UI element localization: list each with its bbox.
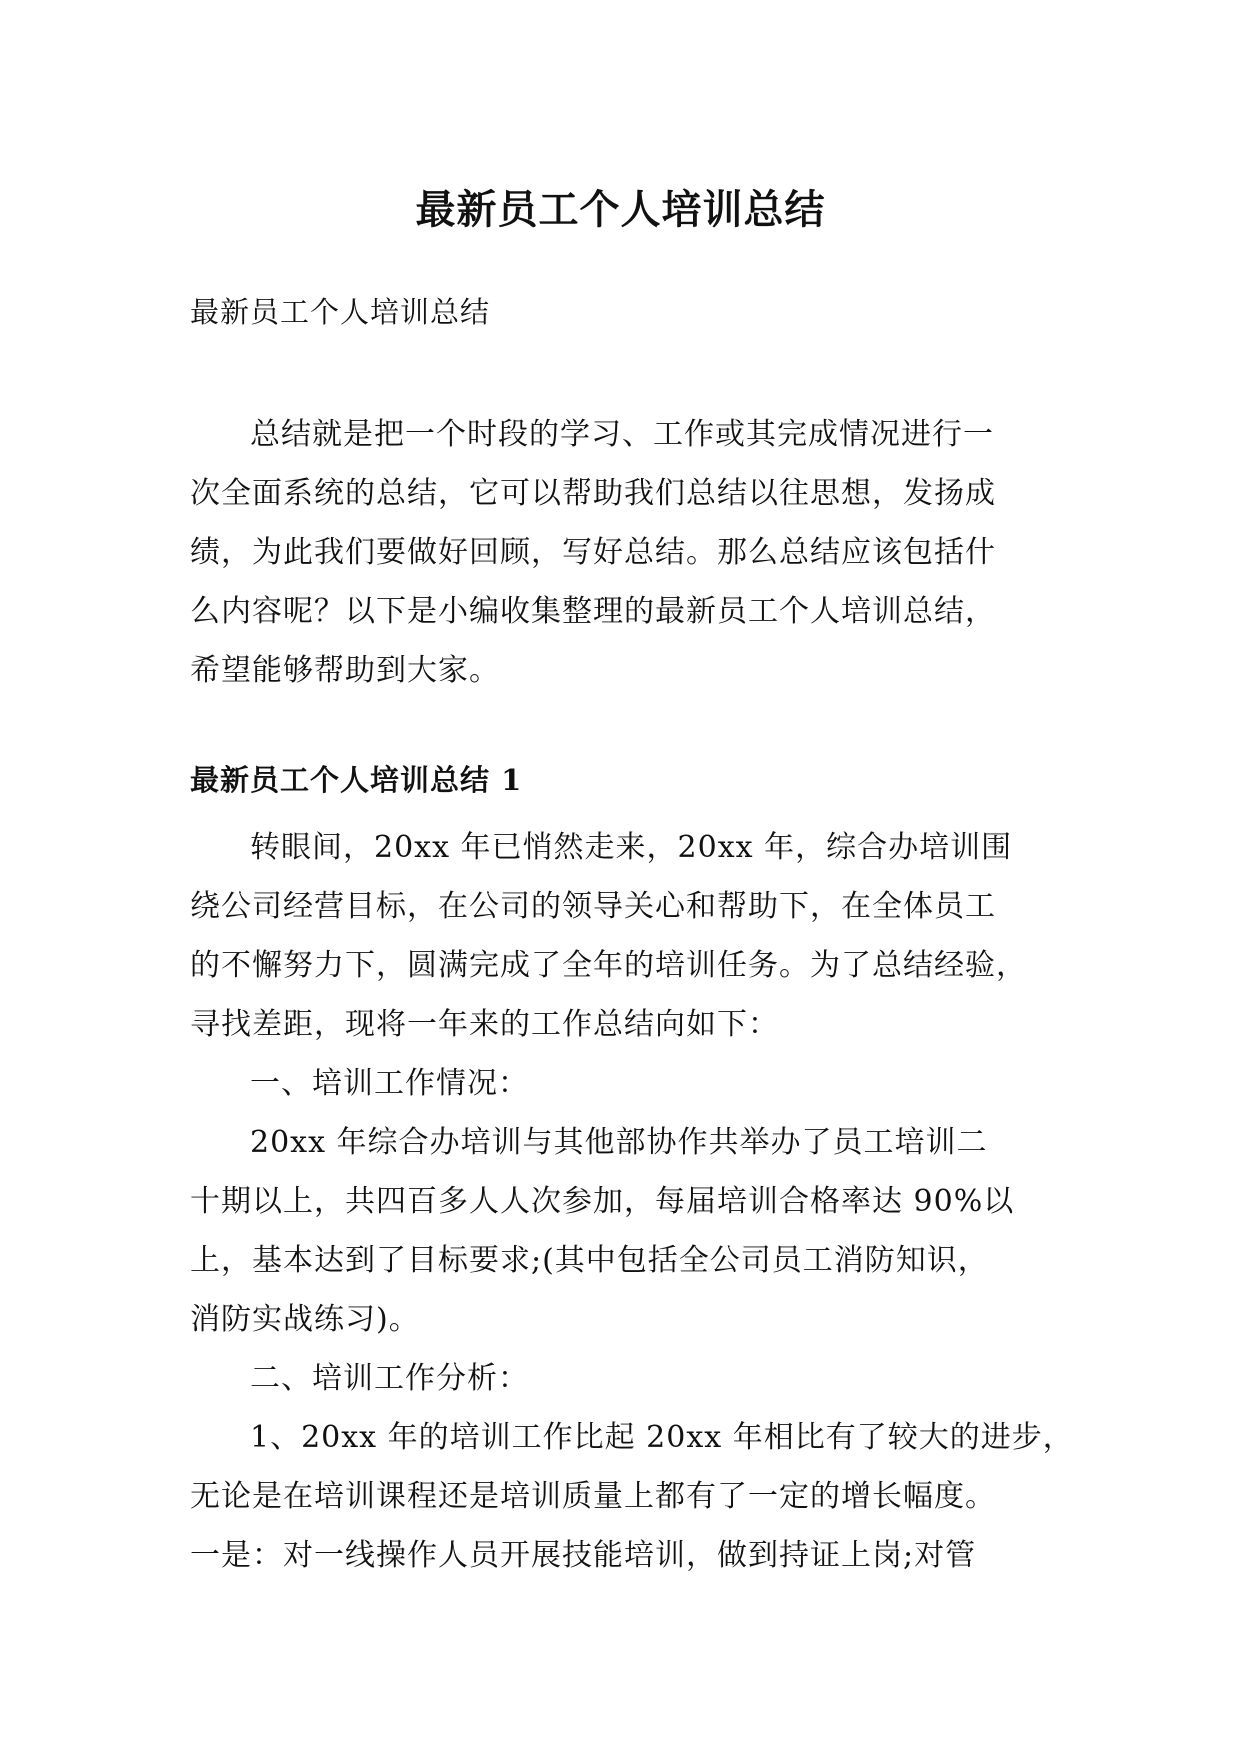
body-line-4: 寻找差距，现将一年来的工作总结向如下： — [190, 1007, 779, 1042]
section-body — [190, 818, 1074, 1585]
intro-line-2: 次全面系统的总结，它可以帮助我们总结以往思想，发扬成 — [190, 476, 996, 511]
body-line-12: 无论是在培训课程还是培训质量上都有了一定的增长幅度。 — [190, 1479, 996, 1514]
document-subtitle: 最新员工个人培训总结 — [190, 295, 491, 329]
body-line-9: 消防实战练习)。 — [190, 1302, 420, 1337]
intro-line-1: 总结就是把一个时段的学习、工作或其完成情况进行一 — [250, 417, 994, 452]
body-line-7: 十期以上，共四百多人人次参加，每届培训合格率达 90%以 — [190, 1184, 1015, 1219]
body-line-3: 的不懈努力下，圆满完成了全年的培训任务。为了总结经验， — [190, 948, 1027, 983]
document-title: 最新员工个人培训总结 — [415, 185, 826, 233]
intro-line-3: 绩，为此我们要做好回顾，写好总结。那么总结应该包括什 — [190, 535, 996, 570]
body-line-8: 上，基本达到了目标要求;(其中包括全公司员工消防知识， — [190, 1243, 989, 1278]
body-line-1: 转眼间，20xx 年已悄然走来，20xx 年，综合办培训围 — [250, 830, 1013, 865]
body-line-11: 1、20xx 年的培训工作比起 20xx 年相比有了较大的进步， — [250, 1420, 1074, 1455]
intro-line-5: 希望能够帮助到大家。 — [190, 653, 500, 688]
training-situation-heading: 一、培训工作情况： — [250, 1066, 529, 1101]
body-line-6: 20xx 年综合办培训与其他部协作共举办了员工培训二 — [250, 1125, 988, 1160]
body-line-2: 绕公司经营目标，在公司的领导关心和帮助下，在全体员工 — [190, 889, 996, 924]
training-analysis-heading: 二、培训工作分析： — [250, 1361, 529, 1396]
intro-line-4: 么内容呢？以下是小编收集整理的最新员工个人培训总结， — [190, 594, 996, 629]
body-line-13: 一是：对一线操作人员开展技能培训，做到持证上岗;对管 — [190, 1538, 977, 1573]
intro-paragraph — [190, 405, 1070, 700]
section-heading: 最新员工个人培训总结 1 — [190, 763, 523, 797]
